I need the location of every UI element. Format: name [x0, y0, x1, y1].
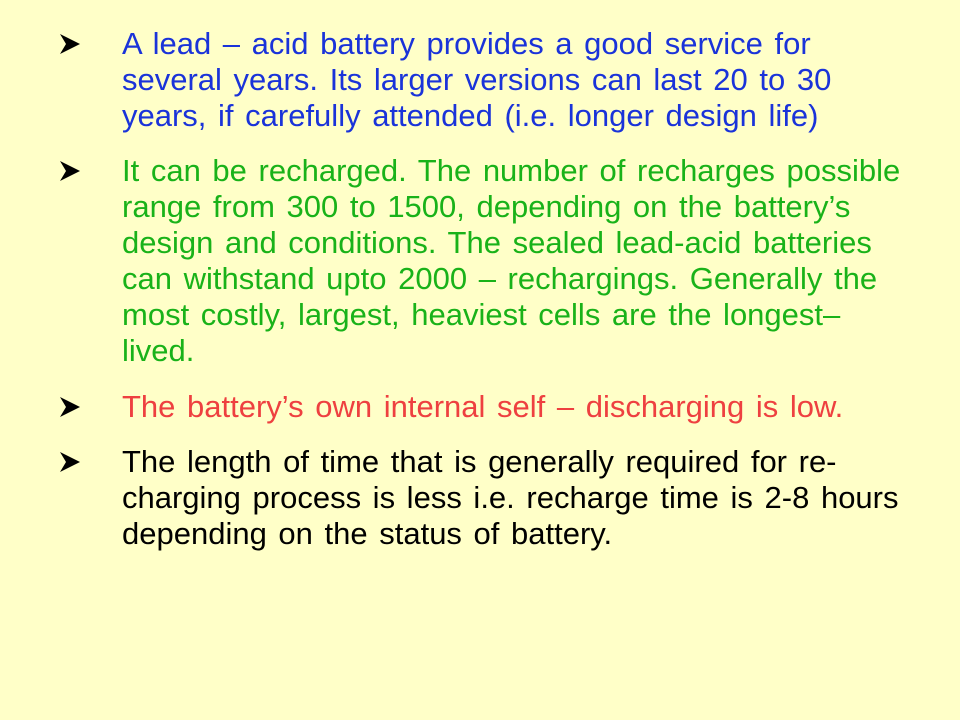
arrowhead-bullet-icon	[60, 452, 80, 472]
arrowhead-bullet-icon	[60, 161, 80, 181]
arrowhead-bullet-icon	[60, 397, 80, 417]
bullet-text-1: A lead – acid battery provides a good service for several years. Its larger versions can last 20 to 30 years, if carefully attended (i.e. longer design life)	[122, 26, 832, 133]
bullet-list	[60, 26, 910, 571]
bullet-text-4: The length of time that is generally required for re-charging process is less i.e. recharge time is 2-8 hours depending on the status of battery.	[122, 444, 899, 551]
bullet-item-3	[60, 389, 910, 425]
bullet-item-2	[60, 153, 910, 369]
bullet-text-3: The battery’s own internal self – discharging is low.	[122, 389, 844, 424]
bullet-item-1	[60, 26, 910, 134]
bullet-item-4	[60, 444, 910, 552]
bullet-text-2: It can be recharged. The number of recharges possible range from 300 to 1500, depending on the battery’s design and conditions. The sealed lead-acid batteries can withstand upto 2000 – rechargings. Generally the most costly, largest, heaviest cells are the longest–lived.	[122, 153, 901, 368]
arrowhead-bullet-icon	[60, 34, 80, 54]
